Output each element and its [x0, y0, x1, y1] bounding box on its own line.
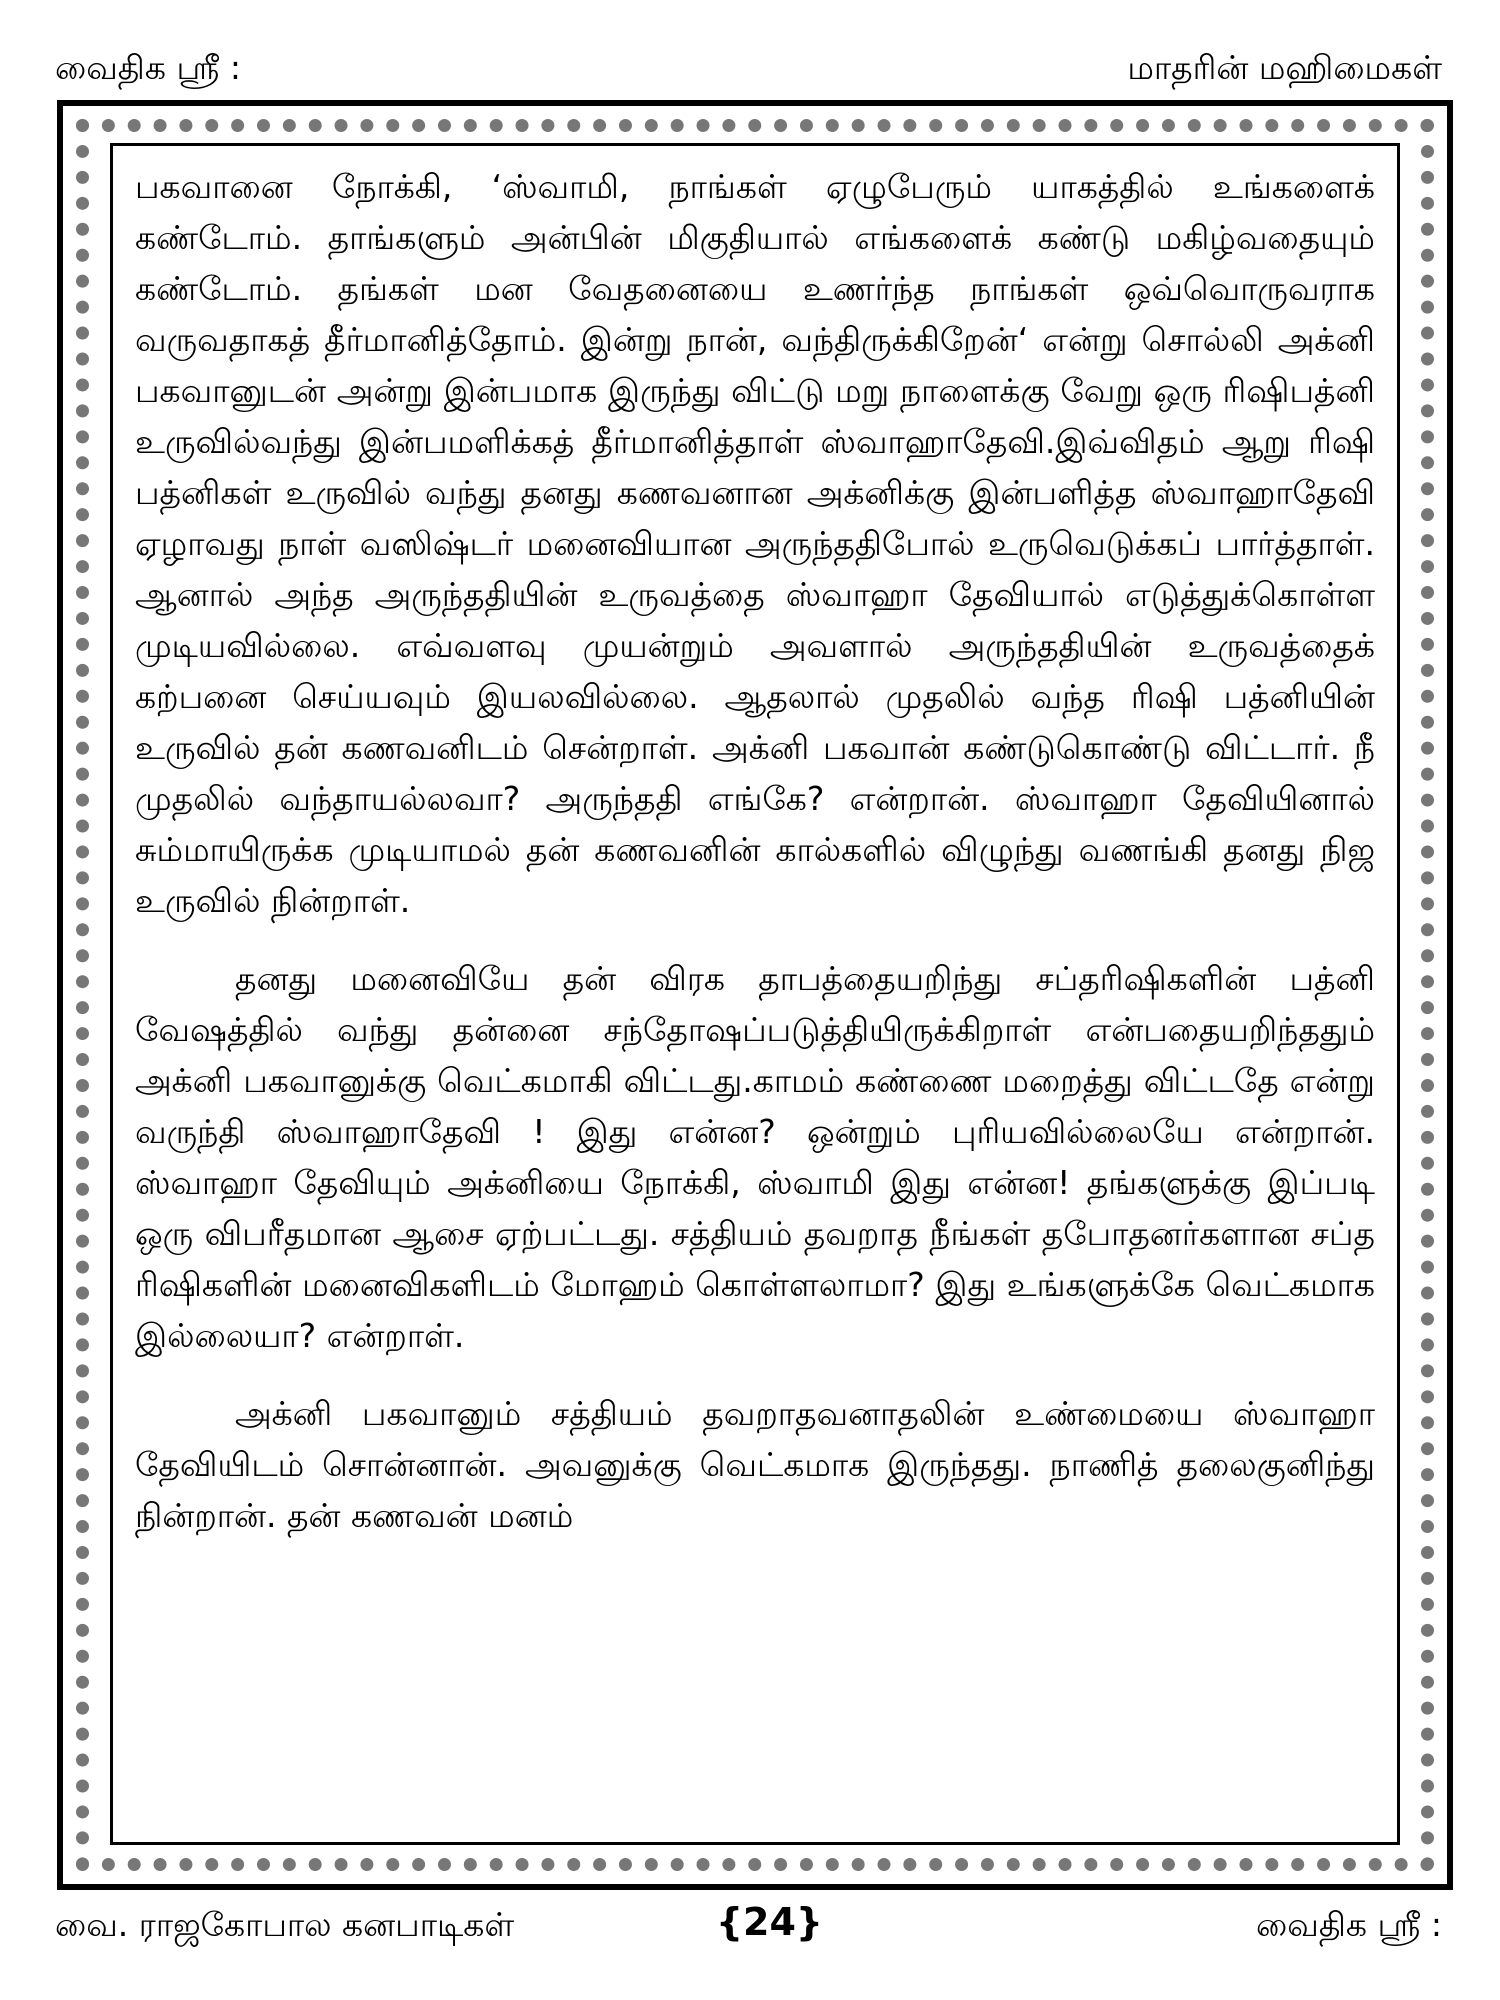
paragraph-2: தனது மனைவியே தன் விரக தாபத்தையறிந்து சப்தரிஷிகளின் பத்னி வேஷத்தில் வந்து தன்னை சந்தோஷப்படுத்தியிருக்கிறாள் என்பதையறிந்ததும் அக்னி பகவானுக்கு வெட்கமாகி விட்டது.காமம் கண்ணை மறைத்து விட்டதே என்று வருந்தி ஸ்வாஹாதேவி ! இது என்ன? ஒன்றும் புரியவில்லையே என்றான். ஸ்வாஹா தேவியும் அக்னியை நோக்கி, ஸ்வாமி இது என்ன! தங்களுக்கு இப்படி ஒரு விபரீதமான ஆசை ஏற்பட்டது. சத்தியம் தவறாத நீங்கள் தபோதனர்களான சப்த ரிஷிகளின் மனைவிகளிடம் மோஹம் கொள்ளலாமா? இது உங்களுக்கே வெட்கமாக இல்லையா? என்றாள்.	[135, 959, 1375, 1355]
paragraph-1: பகவானை நோக்கி, ‘ஸ்வாமி, நாங்கள் ஏழுபேரும் யாகத்தில் உங்களைக் கண்டோம். தாங்களும் அன்பின் மிகுதியால் எங்களைக் கண்டு மகிழ்வதையும் கண்டோம். தங்கள் மன வேதனையை உணர்ந்த நாங்கள் ஒவ்வொருவராக வருவதாகத் தீர்மானித்தோம். இன்று நான், வந்திருக்கிறேன்‘ என்று சொல்லி அக்னி பகவானுடன் அன்று இன்பமாக இருந்து விட்டு மறு நாளைக்கு வேறு ஒரு ரிஷிபத்னி உருவில்வந்து இன்பமளிக்கத் தீர்மானித்தாள் ஸ்வாஹாதேவி.இவ்விதம் ஆறு ரிஷி பத்னிகள் உருவில் வந்து தனது கணவனான அக்னிக்கு இன்பளித்த ஸ்வாஹாதேவி ஏழாவது நாள் வஸிஷ்டர் மனைவியான அருந்ததிபோல் உருவெடுக்கப் பார்த்தாள். ஆனால் அந்த அருந்ததியின் உருவத்தை ஸ்வாஹா தேவியால் எடுத்துக்கொள்ள முடியவில்லை. எவ்வளவு முயன்றும் அவளால் அருந்ததியின் உருவத்தைக் கற்பனை செய்யவும் இயலவில்லை. ஆதலால் முதலில் வந்த ரிஷி பத்னியின் உருவில் தன் கணவனிடம் சென்றாள். அக்னி பகவான் கண்டுகொண்டு விட்டார். நீ முதலில் வந்தாயல்லவா? அருந்ததி எங்கே? என்றான். ஸ்வாஹா தேவியினால் சும்மாயிருக்க முடியாமல் தன் கணவனின் கால்களில் விழுந்து வணங்கி தனது நிஜ உருவில் நின்றாள்.	[135, 167, 1375, 920]
footer-right-title: வைதிக ஸ்ரீ :	[1256, 1905, 1442, 1944]
header-left-title: வைதிக ஸ்ரீ :	[55, 48, 241, 87]
page-number: {24}	[716, 1900, 823, 1944]
header-right-title: மாதரின் மஹிமைகள்	[1127, 48, 1442, 87]
text-box	[110, 143, 1400, 1845]
body-text	[135, 161, 1375, 1541]
paragraph-3: அக்னி பகவானும் சத்தியம் தவறாதவனாதலின் உண்மையை ஸ்வாஹா தேவியிடம் சொன்னான். அவனுக்கு வெட்கமாக இருந்தது. நாணித் தலைகுனிந்து நின்றான். தன் கணவன் மனம்	[135, 1394, 1375, 1535]
footer-author: வை. ராஜகோபால கனபாடிகள்	[55, 1905, 515, 1944]
